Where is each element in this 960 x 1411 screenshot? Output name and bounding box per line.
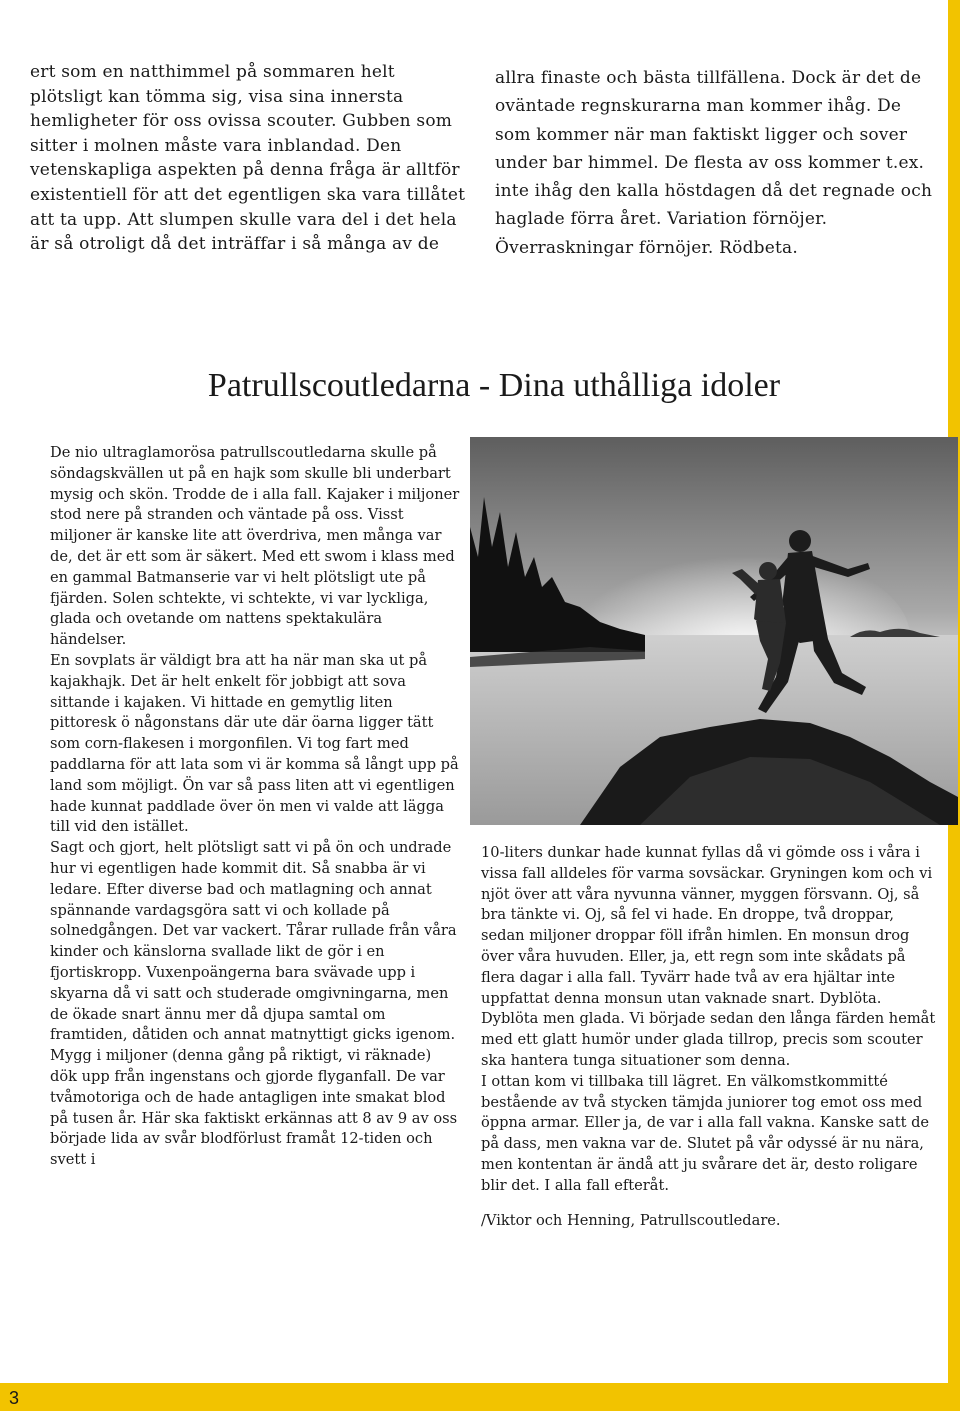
- yellow-frame-bottom: [0, 1383, 960, 1411]
- page-number: 3: [9, 1388, 20, 1408]
- article-signature: /Viktor och Henning, Patrullscoutledare.: [481, 1211, 781, 1229]
- sunset-photo-illustration: [470, 437, 958, 825]
- article-photo: [470, 437, 958, 825]
- article-title: Patrullscoutledarna - Dina uthålliga idoler: [207, 367, 781, 404]
- article-paragraph: I ottan kom vi tillbaka till lägret. En välkomstkommitté bestående av två stycken tämjda juniorer tog emot oss med öppna armar. Eller ja, de var i alla fall vakna. Kanske satt de på dass, men vakna var de. Slutet på vår odyssé är nu nära, men kontentan är ändå att ju svårare det är, desto roligare blir det. I alla fall efteråt.: [481, 1072, 930, 1194]
- intro-column-left: [30, 60, 470, 257]
- intro-paragraph-left: ert som en natthimmel på sommaren helt plötsligt kan tömma sig, visa sina innersta hemligheter för oss ovissa scouter. Gubben som sitter i molnen måste vara inblandad. Den vetenskapliga aspekten på denna fråga är alltför existentiell för att det egentligen ska vara tillåtet att ta upp. Att slumpen skulle vara del i det hela är så otroligt då det inträffar i så många av de: [30, 62, 466, 255]
- article-column-left: [50, 443, 460, 1171]
- intro-paragraph-right: allra finaste och bästa tillfällena. Dock är det de oväntade regnskurarna man kommer ihåg. De som kommer när man faktiskt ligger och sover under bar himmel. De flesta av oss kommer t.ex. inte ihåg den kalla höstdagen då det regnade och haglade förra året. Variation förnöjer. Överraskningar förnöjer. Rödbeta.: [495, 68, 933, 258]
- intro-column-right: [495, 64, 940, 262]
- article-paragraph: En sovplats är väldigt bra att ha när man ska ut på kajakhajk. Det är helt enkelt för jobbigt att sova sittande i kajaken. Vi hittade en gemytlig liten pittoresk ö någonstans där ute där öarna ligger tätt som corn-flakesen i morgonfilen. Vi tog fart med paddlarna för att lata som vi är komma så långt upp på land som möjligt. Ön var så pass liten att vi egentligen hade kunnat paddlade över ön men vi valde att lägga till vid den istället.: [50, 651, 459, 836]
- article-paragraph: 10-liters dunkar hade kunnat fyllas då vi gömde oss i våra i vissa fall alldeles för varma sovsäckar. Gryningen kom och vi njöt över att våra nyvunna vänner, myggen försvann. Oj, så bra tänkte vi. Oj, så fel vi hade. En droppe, två droppar, sedan miljoner droppar föll ifrån himlen. En monsun drog över våra huvuden. Eller, ja, ett regn som inte skådats på flera dagar i alla fall. Tyvärr hade två av era hjältar inte uppfattat denna monsun utan vaknade snart. Dyblöta. Dyblöta men glada. Vi började sedan den långa färden hemåt med ett glatt humör under glada tillrop, precis som scouter ska hantera tunga situationer som denna.: [481, 844, 936, 1069]
- article-column-right: [481, 843, 941, 1231]
- article-paragraph: Mygg i miljoner (denna gång på riktigt, vi räknade) dök upp från ingenstans och gjorde flyganfall. De var tvåmotoriga och de hade antagligen inte smakat blod på tusen år. Här ska faktiskt erkännas att 8 av 9 av oss började lida av svår blodförlust framåt 12-tiden och svett i: [50, 1047, 458, 1169]
- article-paragraph: De nio ultraglamorösa patrullscoutledarna skulle på söndagskvällen ut på en hajk som skulle bli underbart mysig och skön. Trodde de i alla fall. Kajaker i miljoner stod nere på stranden och väntade på oss. Visst miljoner är kanske lite att överdriva, men många var de, det är ett som är säkert. Med ett swom i klass med en gammal Batmanserie var vi helt plötsligt ute på fjärden. Solen schtekte, vi schtekte, vi var lyckliga, glada och ovetande om nattens spektakulära händelser.: [50, 444, 460, 649]
- article-paragraph: Sagt och gjort, helt plötsligt satt vi på ön och undrade hur vi egentligen hade kommit dit. Så snabba är vi ledare. Efter diverse bad och matlagning och annat spännande vardagsgöra satt vi och kollade på solnedgången. Det var vackert. Tårar rullade från våra kinder och känslorna svallade likt de gör i en fjortiskropp. Vuxenpoängerna bara svävade upp i skyarna då vi satt och studerade omgivningarna, men de ökade snart ännu mer då djupa samtal om framtiden, dåtiden och annat matnyttigt gicks igenom.: [50, 839, 457, 1044]
